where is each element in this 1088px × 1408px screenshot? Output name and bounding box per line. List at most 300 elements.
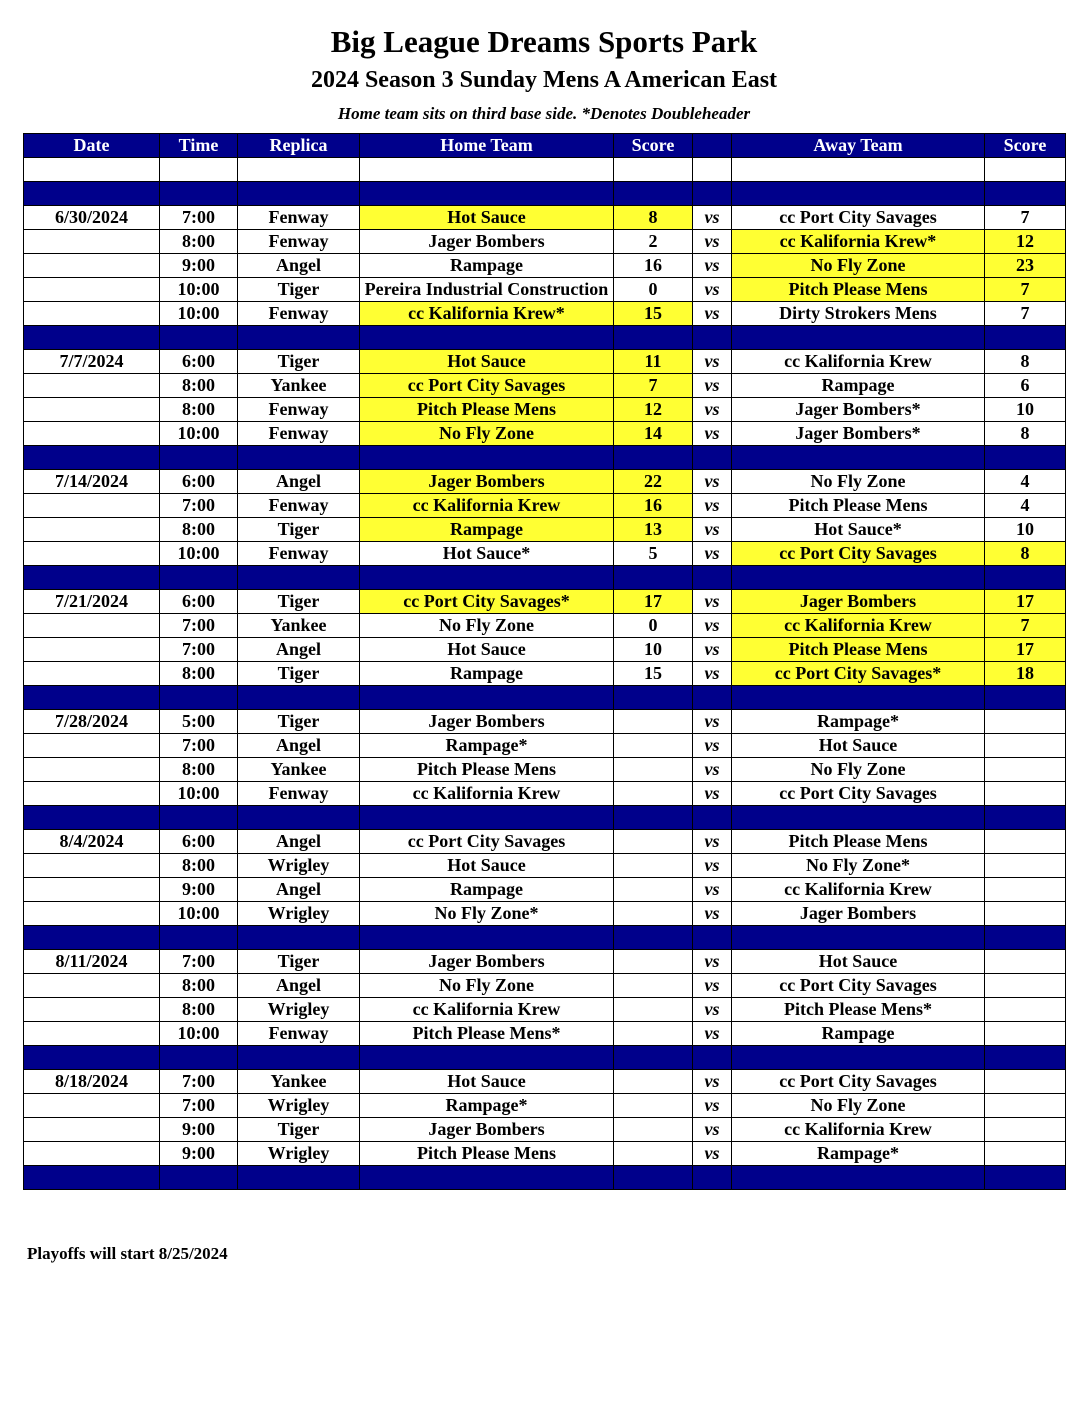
empty-cell: [360, 158, 614, 182]
game-field: Tiger: [238, 710, 360, 734]
home-team: Rampage: [360, 518, 614, 542]
empty-cell: [732, 182, 985, 206]
game-date: [24, 662, 160, 686]
game-field: Angel: [238, 470, 360, 494]
week-separator-row: [24, 1166, 1066, 1190]
game-field: Fenway: [238, 230, 360, 254]
game-field: Tiger: [238, 1118, 360, 1142]
empty-cell: [360, 446, 614, 470]
away-team: Dirty Strokers Mens: [732, 302, 985, 326]
game-row: [24, 734, 1066, 758]
empty-cell: [24, 1166, 160, 1190]
empty-cell: [732, 446, 985, 470]
vs-label: vs: [693, 854, 732, 878]
away-score: 8: [985, 422, 1066, 446]
game-time: 7:00: [160, 950, 238, 974]
game-date: 8/18/2024: [24, 1070, 160, 1094]
empty-cell: [693, 686, 732, 710]
vs-label: vs: [693, 902, 732, 926]
game-date: [24, 758, 160, 782]
empty-cell: [985, 326, 1066, 350]
away-score: [985, 950, 1066, 974]
game-time: 10:00: [160, 1022, 238, 1046]
vs-label: vs: [693, 614, 732, 638]
week-separator-row: [24, 446, 1066, 470]
away-score: [985, 758, 1066, 782]
col-header-away-score: Score: [985, 134, 1066, 158]
empty-cell: [732, 806, 985, 830]
home-team: Hot Sauce: [360, 350, 614, 374]
header-row: [24, 134, 1066, 158]
empty-cell: [24, 158, 160, 182]
away-team: Jager Bombers*: [732, 398, 985, 422]
empty-cell: [693, 158, 732, 182]
game-field: Angel: [238, 734, 360, 758]
home-score: [614, 1094, 693, 1118]
game-field: Tiger: [238, 350, 360, 374]
game-field: Wrigley: [238, 902, 360, 926]
empty-cell: [360, 326, 614, 350]
game-time: 10:00: [160, 422, 238, 446]
game-row: [24, 518, 1066, 542]
away-score: 18: [985, 662, 1066, 686]
away-score: [985, 710, 1066, 734]
game-time: 9:00: [160, 878, 238, 902]
home-team: Jager Bombers: [360, 1118, 614, 1142]
game-date: [24, 398, 160, 422]
empty-cell: [160, 1046, 238, 1070]
game-field: Angel: [238, 638, 360, 662]
game-row: [24, 830, 1066, 854]
vs-label: vs: [693, 734, 732, 758]
game-time: 8:00: [160, 974, 238, 998]
game-date: [24, 230, 160, 254]
empty-cell: [614, 686, 693, 710]
empty-cell: [732, 158, 985, 182]
home-score: [614, 710, 693, 734]
away-team: cc Kalifornia Krew: [732, 878, 985, 902]
game-date: 6/30/2024: [24, 206, 160, 230]
home-score: 13: [614, 518, 693, 542]
empty-cell: [360, 806, 614, 830]
game-date: 7/7/2024: [24, 350, 160, 374]
vs-label: vs: [693, 422, 732, 446]
vs-label: vs: [693, 950, 732, 974]
game-row: [24, 542, 1066, 566]
home-team: Rampage: [360, 662, 614, 686]
game-field: Fenway: [238, 542, 360, 566]
home-team: Hot Sauce: [360, 206, 614, 230]
away-team: Hot Sauce: [732, 734, 985, 758]
game-row: [24, 950, 1066, 974]
game-time: 8:00: [160, 998, 238, 1022]
empty-cell: [985, 1166, 1066, 1190]
game-field: Fenway: [238, 494, 360, 518]
game-row: [24, 1094, 1066, 1118]
game-field: Tiger: [238, 662, 360, 686]
home-team: cc Kalifornia Krew: [360, 782, 614, 806]
away-team: Jager Bombers: [732, 902, 985, 926]
away-score: [985, 878, 1066, 902]
game-time: 10:00: [160, 278, 238, 302]
game-row: [24, 878, 1066, 902]
empty-cell: [614, 158, 693, 182]
empty-cell: [693, 806, 732, 830]
game-field: Yankee: [238, 614, 360, 638]
home-team: Jager Bombers: [360, 470, 614, 494]
away-team: cc Port City Savages*: [732, 662, 985, 686]
empty-cell: [238, 1166, 360, 1190]
vs-label: vs: [693, 758, 732, 782]
empty-cell: [693, 1046, 732, 1070]
home-score: [614, 854, 693, 878]
away-score: 4: [985, 470, 1066, 494]
game-time: 10:00: [160, 782, 238, 806]
game-date: 8/11/2024: [24, 950, 160, 974]
home-team: Pitch Please Mens: [360, 398, 614, 422]
away-score: 8: [985, 350, 1066, 374]
away-score: 10: [985, 398, 1066, 422]
game-time: 10:00: [160, 542, 238, 566]
empty-cell: [238, 182, 360, 206]
game-row: [24, 374, 1066, 398]
empty-cell: [360, 686, 614, 710]
vs-label: vs: [693, 206, 732, 230]
vs-label: vs: [693, 350, 732, 374]
col-header-home-team: Home Team: [360, 134, 614, 158]
week-separator-row: [24, 566, 1066, 590]
away-team: No Fly Zone*: [732, 854, 985, 878]
game-field: Yankee: [238, 1070, 360, 1094]
empty-cell: [160, 1166, 238, 1190]
game-row: [24, 662, 1066, 686]
away-score: [985, 1070, 1066, 1094]
game-time: 9:00: [160, 254, 238, 278]
away-score: [985, 782, 1066, 806]
empty-cell: [693, 326, 732, 350]
empty-cell: [24, 326, 160, 350]
empty-cell: [24, 926, 160, 950]
game-time: 8:00: [160, 758, 238, 782]
game-field: Fenway: [238, 1022, 360, 1046]
game-date: [24, 374, 160, 398]
empty-cell: [24, 1046, 160, 1070]
empty-cell: [732, 566, 985, 590]
col-header-away-team: Away Team: [732, 134, 985, 158]
game-time: 7:00: [160, 1094, 238, 1118]
empty-cell: [160, 566, 238, 590]
vs-label: vs: [693, 782, 732, 806]
game-field: Wrigley: [238, 1094, 360, 1118]
away-team: Jager Bombers: [732, 590, 985, 614]
game-field: Fenway: [238, 782, 360, 806]
game-field: Yankee: [238, 374, 360, 398]
home-score: [614, 974, 693, 998]
vs-label: vs: [693, 878, 732, 902]
game-field: Angel: [238, 254, 360, 278]
empty-cell: [160, 446, 238, 470]
home-team: cc Kalifornia Krew: [360, 998, 614, 1022]
game-row: [24, 230, 1066, 254]
empty-cell: [732, 926, 985, 950]
away-team: No Fly Zone: [732, 758, 985, 782]
away-team: cc Kalifornia Krew*: [732, 230, 985, 254]
vs-label: vs: [693, 398, 732, 422]
empty-cell: [360, 926, 614, 950]
home-team: cc Port City Savages*: [360, 590, 614, 614]
away-team: cc Port City Savages: [732, 782, 985, 806]
empty-cell: [985, 182, 1066, 206]
away-team: Pitch Please Mens*: [732, 998, 985, 1022]
home-team: Rampage: [360, 254, 614, 278]
away-team: cc Port City Savages: [732, 206, 985, 230]
away-team: cc Port City Savages: [732, 974, 985, 998]
home-score: [614, 782, 693, 806]
away-score: 7: [985, 302, 1066, 326]
game-date: [24, 638, 160, 662]
empty-cell: [238, 1046, 360, 1070]
home-team: Pitch Please Mens: [360, 1142, 614, 1166]
home-score: 7: [614, 374, 693, 398]
game-field: Fenway: [238, 398, 360, 422]
col-header-time: Time: [160, 134, 238, 158]
page-subtitle: 2024 Season 3 Sunday Mens A American East: [310, 67, 778, 93]
empty-cell: [985, 1046, 1066, 1070]
col-header-date: Date: [24, 134, 160, 158]
away-score: 10: [985, 518, 1066, 542]
game-time: 7:00: [160, 734, 238, 758]
empty-cell: [693, 1166, 732, 1190]
home-team: Pitch Please Mens*: [360, 1022, 614, 1046]
home-team: Hot Sauce: [360, 638, 614, 662]
home-team: cc Kalifornia Krew: [360, 494, 614, 518]
home-score: [614, 734, 693, 758]
game-row: [24, 254, 1066, 278]
game-date: 7/28/2024: [24, 710, 160, 734]
home-score: 10: [614, 638, 693, 662]
game-row: [24, 614, 1066, 638]
away-team: cc Kalifornia Krew: [732, 350, 985, 374]
game-row: [24, 422, 1066, 446]
empty-cell: [160, 686, 238, 710]
game-row: [24, 278, 1066, 302]
col-header-replica: Replica: [238, 134, 360, 158]
home-score: [614, 1070, 693, 1094]
home-score: 14: [614, 422, 693, 446]
game-row: [24, 782, 1066, 806]
vs-label: vs: [693, 974, 732, 998]
home-score: [614, 950, 693, 974]
game-field: Angel: [238, 830, 360, 854]
empty-cell: [238, 326, 360, 350]
empty-cell: [732, 1046, 985, 1070]
game-time: 7:00: [160, 614, 238, 638]
empty-cell: [985, 446, 1066, 470]
away-score: 7: [985, 614, 1066, 638]
week-separator-row: [24, 182, 1066, 206]
col-header-vs: [693, 134, 732, 158]
game-field: Fenway: [238, 206, 360, 230]
game-field: Tiger: [238, 278, 360, 302]
empty-cell: [693, 182, 732, 206]
home-team: Rampage*: [360, 734, 614, 758]
empty-cell: [24, 806, 160, 830]
game-time: 6:00: [160, 470, 238, 494]
empty-cell: [614, 1046, 693, 1070]
vs-label: vs: [693, 1142, 732, 1166]
game-date: [24, 518, 160, 542]
empty-cell: [693, 446, 732, 470]
schedule-body: [24, 158, 1066, 1190]
vs-label: vs: [693, 830, 732, 854]
game-time: 9:00: [160, 1118, 238, 1142]
empty-cell: [24, 686, 160, 710]
away-team: Pitch Please Mens: [732, 494, 985, 518]
game-date: [24, 734, 160, 758]
empty-cell: [360, 1166, 614, 1190]
empty-cell: [614, 566, 693, 590]
week-separator-row: [24, 1046, 1066, 1070]
week-separator-row: [24, 686, 1066, 710]
away-team: Hot Sauce*: [732, 518, 985, 542]
game-field: Fenway: [238, 302, 360, 326]
empty-cell: [360, 1046, 614, 1070]
vs-label: vs: [693, 494, 732, 518]
away-score: [985, 902, 1066, 926]
week-separator-row: [24, 326, 1066, 350]
empty-cell: [614, 806, 693, 830]
away-score: [985, 734, 1066, 758]
schedule-note: Home team sits on third base side. *Denotes Doubleheader: [337, 104, 751, 123]
home-score: 15: [614, 302, 693, 326]
home-team: cc Port City Savages: [360, 374, 614, 398]
home-team: cc Port City Savages: [360, 830, 614, 854]
vs-label: vs: [693, 1118, 732, 1142]
game-time: 6:00: [160, 590, 238, 614]
vs-label: vs: [693, 590, 732, 614]
home-team: cc Kalifornia Krew*: [360, 302, 614, 326]
game-field: Angel: [238, 974, 360, 998]
away-team: Rampage: [732, 374, 985, 398]
away-score: 7: [985, 278, 1066, 302]
col-header-home-score: Score: [614, 134, 693, 158]
week-separator-row: [24, 926, 1066, 950]
game-field: Tiger: [238, 590, 360, 614]
empty-cell: [985, 158, 1066, 182]
page-title: Big League Dreams Sports Park: [330, 24, 758, 59]
empty-cell: [614, 926, 693, 950]
home-team: Hot Sauce*: [360, 542, 614, 566]
empty-cell: [238, 686, 360, 710]
away-team: Hot Sauce: [732, 950, 985, 974]
schedule-table: [23, 133, 1066, 1190]
empty-cell: [693, 926, 732, 950]
home-score: [614, 1118, 693, 1142]
game-row: [24, 1118, 1066, 1142]
game-date: [24, 854, 160, 878]
playoffs-note: Playoffs will start 8/25/2024: [27, 1244, 228, 1263]
home-score: 8: [614, 206, 693, 230]
game-date: [24, 422, 160, 446]
empty-cell: [985, 686, 1066, 710]
home-team: Hot Sauce: [360, 854, 614, 878]
home-team: Pitch Please Mens: [360, 758, 614, 782]
vs-label: vs: [693, 302, 732, 326]
game-row: [24, 470, 1066, 494]
game-date: [24, 302, 160, 326]
empty-cell: [360, 182, 614, 206]
home-score: 0: [614, 278, 693, 302]
home-team: Jager Bombers: [360, 230, 614, 254]
game-date: 7/21/2024: [24, 590, 160, 614]
game-row: [24, 206, 1066, 230]
empty-cell: [732, 686, 985, 710]
game-row: [24, 710, 1066, 734]
empty-cell: [238, 158, 360, 182]
home-score: [614, 758, 693, 782]
vs-label: vs: [693, 1070, 732, 1094]
vs-label: vs: [693, 230, 732, 254]
game-time: 5:00: [160, 710, 238, 734]
home-score: 11: [614, 350, 693, 374]
empty-cell: [614, 446, 693, 470]
game-time: 7:00: [160, 1070, 238, 1094]
home-team: Rampage*: [360, 1094, 614, 1118]
game-row: [24, 302, 1066, 326]
game-row: [24, 494, 1066, 518]
home-team: Hot Sauce: [360, 1070, 614, 1094]
empty-cell: [238, 806, 360, 830]
empty-cell: [24, 566, 160, 590]
game-row: [24, 590, 1066, 614]
game-field: Fenway: [238, 422, 360, 446]
empty-cell: [24, 446, 160, 470]
home-score: 12: [614, 398, 693, 422]
game-time: 8:00: [160, 518, 238, 542]
game-time: 8:00: [160, 662, 238, 686]
game-time: 8:00: [160, 230, 238, 254]
away-score: 17: [985, 638, 1066, 662]
empty-cell: [160, 182, 238, 206]
game-time: 7:00: [160, 206, 238, 230]
game-date: [24, 494, 160, 518]
away-team: No Fly Zone: [732, 1094, 985, 1118]
empty-cell: [693, 566, 732, 590]
home-score: [614, 878, 693, 902]
away-team: Jager Bombers*: [732, 422, 985, 446]
away-score: [985, 1118, 1066, 1142]
home-score: 16: [614, 494, 693, 518]
away-team: cc Kalifornia Krew: [732, 1118, 985, 1142]
home-team: Pereira Industrial Construction: [360, 278, 614, 302]
home-team: Jager Bombers: [360, 710, 614, 734]
home-score: 0: [614, 614, 693, 638]
home-team: No Fly Zone: [360, 422, 614, 446]
empty-cell: [985, 806, 1066, 830]
away-score: [985, 830, 1066, 854]
game-date: [24, 974, 160, 998]
away-score: 6: [985, 374, 1066, 398]
game-time: 10:00: [160, 902, 238, 926]
empty-cell: [160, 926, 238, 950]
game-date: [24, 1022, 160, 1046]
home-score: [614, 830, 693, 854]
game-date: [24, 1118, 160, 1142]
game-date: [24, 542, 160, 566]
empty-cell: [24, 182, 160, 206]
empty-cell: [614, 1166, 693, 1190]
empty-cell: [614, 326, 693, 350]
